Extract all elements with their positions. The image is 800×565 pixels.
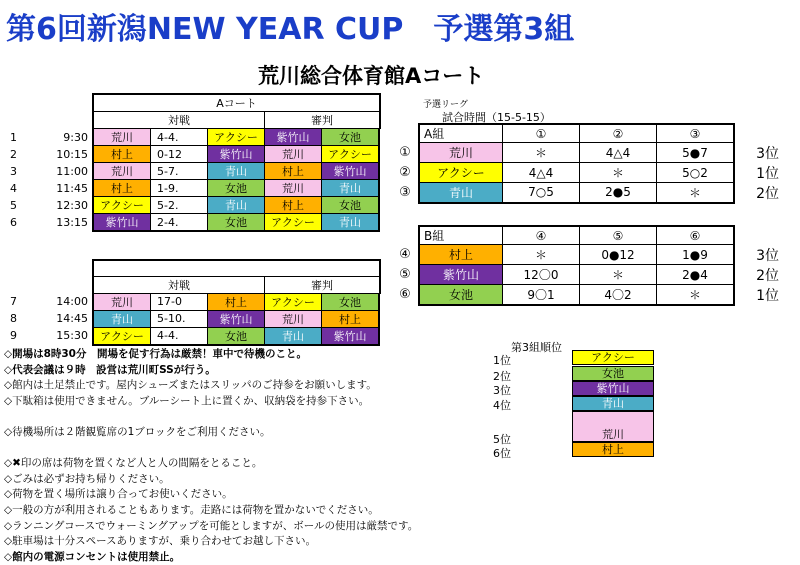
group-rank: 1位 [756, 287, 779, 304]
team-cell: アクシー [265, 293, 322, 310]
match-time: 14:00 [56, 295, 88, 308]
team-cell: 女池 [322, 293, 380, 310]
match-score: 5-10. [151, 310, 208, 327]
referee-header: 審判 [265, 276, 381, 293]
result-cell: 4△4 [503, 163, 580, 183]
team-cell: 村上 [93, 146, 151, 163]
team-cell: アクシー [419, 163, 503, 183]
col-header: ① [503, 124, 580, 143]
schedule-table-final [4, 259, 381, 346]
team-cell: 青山 [208, 197, 265, 214]
match-time: 11:00 [56, 164, 88, 178]
team-cell: 青山 [265, 327, 322, 345]
team-cell: 青山 [93, 310, 151, 327]
team-cell: 紫竹山 [93, 214, 151, 232]
note-line: ◇代表会議は９時 設営は荒川町SSが行う。 [4, 363, 216, 376]
schedule-row [4, 293, 380, 310]
standing-position: 1位 [493, 354, 511, 367]
schedule-row [4, 214, 380, 232]
note-line: ◇館内の電源コンセントは使用禁止。 [4, 550, 181, 563]
schedule-row [4, 310, 380, 327]
match-score: 4-4. [151, 129, 208, 146]
group-rank: 2位 [756, 185, 779, 202]
result-cell: 9〇1 [503, 285, 580, 305]
result-cell: 7○5 [503, 183, 580, 203]
note-line: ◇開場は8時30分 開場を促す行為は厳禁！車中で待機のこと。 [4, 348, 307, 360]
league-heading: 予選リーグ [423, 100, 469, 110]
team-cell: 荒川 [265, 180, 322, 197]
team-cell: 女池 [322, 129, 380, 146]
notes-list [4, 347, 418, 565]
team-cell: 青山 [322, 180, 380, 197]
league-row [392, 245, 781, 265]
match-score: 4-4. [151, 327, 208, 345]
match-score: 1-9. [151, 180, 208, 197]
team-index: ② [399, 165, 411, 180]
note-line: ◇待機場所は２階観覧席の1ブロックをご利用ください。 [4, 425, 271, 438]
standings-heading: 第3組順位 [511, 341, 562, 354]
col-header: ⑤ [580, 226, 657, 245]
team-cell: 青山 [208, 163, 265, 180]
team-index: ④ [399, 247, 411, 262]
result-cell: 4△4 [580, 143, 657, 163]
schedule-row [4, 197, 380, 214]
match-time: 14:45 [56, 312, 88, 325]
team-cell: アクシー [93, 197, 151, 214]
standing-team: アクシー [572, 350, 654, 365]
note-line: ◇一般の方が利用されることもあります。走路には荷物を置かないでください。 [4, 503, 379, 516]
team-cell: 青山 [322, 214, 380, 232]
result-cell: ＊ [580, 163, 657, 183]
match-time: 11:45 [56, 181, 88, 195]
result-cell: ＊ [503, 143, 580, 163]
result-cell: ＊ [657, 183, 735, 203]
team-cell: アクシー [93, 327, 151, 345]
schedule-row [4, 180, 380, 197]
team-cell: 村上 [265, 163, 322, 180]
result-cell: 5○2 [657, 163, 735, 183]
match-number: 5 [10, 198, 17, 212]
col-header: ⑥ [657, 226, 735, 245]
match-score: 5-7. [151, 163, 208, 180]
team-cell: 女池 [322, 197, 380, 214]
group-b-table [392, 225, 781, 306]
note-line: ◇ランニングコースでウォーミングアップを可能としますが、ボールの使用は厳禁です。 [4, 519, 419, 532]
team-cell: 荒川 [265, 310, 322, 327]
team-cell: 紫竹山 [265, 129, 322, 146]
result-cell: 1●9 [657, 245, 735, 265]
group-rank: 1位 [756, 165, 779, 182]
team-index: ⑤ [399, 267, 411, 282]
match-number: 7 [10, 295, 17, 308]
page-title: 第6回新潟NEW YEAR CUP 予選第3組 [6, 12, 575, 47]
match-number: 4 [10, 181, 17, 195]
schedule-row [4, 146, 380, 163]
group-rank: 2位 [756, 267, 779, 284]
team-cell: 女池 [419, 285, 503, 305]
standing-position: 3位 [493, 384, 511, 397]
team-cell: 女池 [208, 180, 265, 197]
note-line: ◇駐車場は十分スペースありますが、乗り合わせてお越し下さい。 [4, 535, 317, 548]
standing-position: 2位 [493, 370, 511, 383]
team-index: ③ [399, 185, 411, 200]
match-score: 0-12 [151, 146, 208, 163]
team-cell: 青山 [419, 183, 503, 203]
team-cell: アクシー [322, 146, 380, 163]
team-cell: 村上 [93, 180, 151, 197]
result-cell: 2●4 [657, 265, 735, 285]
team-index: ① [399, 145, 411, 160]
group-rank: 3位 [756, 247, 779, 264]
result-cell: 5●7 [657, 143, 735, 163]
group-a-table [392, 123, 781, 204]
venue-title: 荒川総合体育館Aコート [258, 64, 485, 88]
team-cell: 紫竹山 [419, 265, 503, 285]
note-line: ◇下駄箱は使用できません。ブルーシート上に置くか、収納袋を持参下さい。 [4, 394, 370, 407]
league-row [392, 285, 781, 305]
col-header: ③ [657, 124, 735, 143]
team-cell: アクシー [265, 214, 322, 232]
standing-team: 女池 [572, 366, 654, 381]
team-cell: 荒川 [93, 129, 151, 146]
note-line: ◇荷物を置く場所は譲り合ってお使いください。 [4, 488, 233, 501]
result-cell: 12〇0 [503, 265, 580, 285]
match-score: 17-0 [151, 293, 208, 310]
match-score: 5-2. [151, 197, 208, 214]
standing-team: 荒川 [572, 411, 654, 442]
referee-header: 審判 [265, 112, 381, 129]
league-row [392, 183, 781, 203]
schedule-table-a-court [4, 93, 381, 232]
match-time: 試合時間（15-5-15） [442, 111, 551, 124]
match-number: 2 [10, 147, 17, 161]
group-b-name: B組 [419, 226, 503, 245]
result-cell: ＊ [580, 265, 657, 285]
standing-team: 村上 [572, 442, 654, 457]
team-cell: 女池 [208, 327, 265, 345]
result-cell: ＊ [657, 285, 735, 305]
team-cell: 紫竹山 [322, 327, 380, 345]
group-a-name: A組 [419, 124, 503, 143]
team-cell: 荒川 [93, 163, 151, 180]
team-cell: 荒川 [93, 293, 151, 310]
schedule-row [4, 327, 380, 345]
match-time: 13:15 [56, 215, 88, 229]
team-cell: 村上 [265, 197, 322, 214]
league-row [392, 265, 781, 285]
result-cell: 2●5 [580, 183, 657, 203]
league-row [392, 143, 781, 163]
team-index: ⑥ [399, 287, 411, 302]
note-line [4, 409, 418, 425]
team-cell: 紫竹山 [208, 146, 265, 163]
match-time: 10:15 [56, 147, 88, 161]
match-header: 対戦 [93, 276, 265, 293]
result-cell: 0●12 [580, 245, 657, 265]
schedule-row [4, 129, 380, 146]
note-line: ◇館内は土足禁止です。屋内シューズまたはスリッパのご持参をお願いします。 [4, 379, 377, 392]
standing-position: 5位 [493, 433, 511, 446]
match-number: 3 [10, 164, 17, 178]
team-cell: 紫竹山 [208, 310, 265, 327]
col-header: ② [580, 124, 657, 143]
team-cell: アクシー [208, 129, 265, 146]
match-header: 対戦 [93, 112, 265, 129]
schedule-row [4, 163, 380, 180]
team-cell: 村上 [419, 245, 503, 265]
note-line: ◇✖印の席は荷物を置くなど人と人の間隔をとること。 [4, 457, 263, 470]
match-number: 1 [10, 130, 17, 144]
match-number: 9 [10, 329, 17, 343]
court-label: Aコート [93, 94, 380, 112]
match-time: 15:30 [56, 329, 88, 343]
standing-team: 紫竹山 [572, 381, 654, 396]
result-cell: ＊ [503, 245, 580, 265]
note-line [4, 441, 418, 457]
note-line: ◇ごみは必ずお持ち帰りください。 [4, 472, 170, 485]
match-number: 8 [10, 312, 17, 325]
group-rank: 3位 [756, 145, 779, 162]
team-cell: 女池 [208, 214, 265, 232]
match-time: 12:30 [56, 198, 88, 212]
standing-position: 6位 [493, 447, 511, 460]
team-cell: 村上 [208, 293, 265, 310]
team-cell: 紫竹山 [322, 163, 380, 180]
standing-team: 青山 [572, 396, 654, 411]
col-header: ④ [503, 226, 580, 245]
team-cell: 村上 [322, 310, 380, 327]
match-score: 2-4. [151, 214, 208, 232]
match-time: 9:30 [63, 130, 88, 144]
match-number: 6 [10, 215, 17, 229]
team-cell: 荒川 [265, 146, 322, 163]
standing-position: 4位 [493, 399, 511, 412]
league-row [392, 163, 781, 183]
team-cell: 荒川 [419, 143, 503, 163]
result-cell: 4〇2 [580, 285, 657, 305]
